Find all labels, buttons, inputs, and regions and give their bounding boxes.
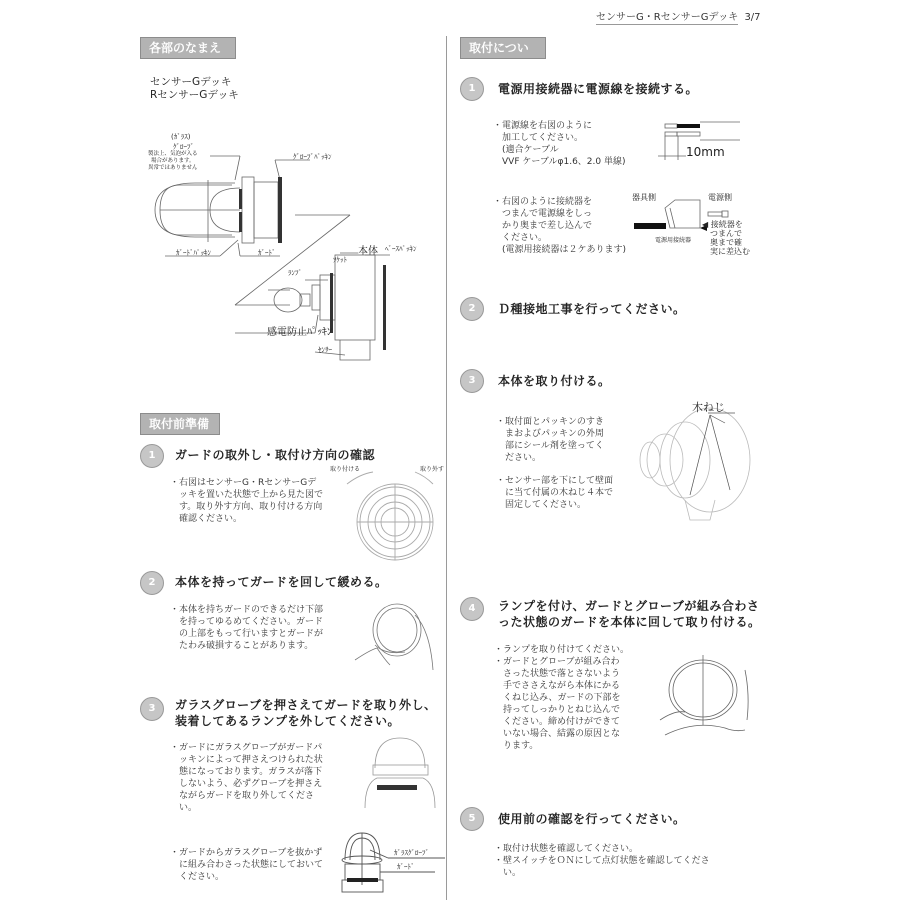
connector-figure	[630, 188, 770, 268]
label-guard: ｶﾞｰﾄﾞ	[397, 863, 415, 871]
step-title: Ｄ種接地工事を行ってください。	[498, 302, 686, 316]
step-badge: 2	[140, 571, 164, 595]
label-sensor: ｾﾝｻｰ	[318, 346, 332, 354]
step-badge: 3	[140, 697, 164, 721]
label-body: 本体	[358, 246, 378, 257]
page-header	[596, 8, 761, 23]
guard-globe-drawing	[340, 830, 450, 895]
step-badge: 4	[460, 597, 484, 621]
section-label-install: 取付について	[460, 37, 546, 59]
attach-guard-figure	[655, 650, 755, 740]
guard-globe-assembly-figure	[340, 830, 450, 895]
step-badge: 5	[460, 807, 484, 831]
label-base-packing: ﾍﾞｰｽﾊﾟｯｷﾝ	[385, 245, 417, 253]
step-body: ・電源線を右図のように 加工してください。 (適合ケーブル VVF ケーブルφ1.6、2.0 単線)	[493, 121, 626, 167]
step-body-secondary: ・センサー部を下にして壁面 に当て付属の木ねじ４本で 固定してください。	[496, 476, 614, 510]
label-remove-direction: 取り外す	[420, 466, 445, 473]
label-guard: ｶﾞｰﾄﾞ	[258, 249, 276, 257]
step-body: ・右図はセンサーG・RセンサーGデ ッキを置いた状態で上から見た図で す。取り外す方向、取り付ける方向 確認ください。	[170, 478, 324, 524]
step-title: ガードの取外し・取付け方向の確認	[175, 448, 376, 462]
hands-guard-drawing	[655, 650, 755, 740]
product-name: RセンサーGデッキ	[150, 89, 239, 101]
step-badge: 1	[460, 77, 484, 101]
remove-guard-figure	[355, 733, 440, 813]
step-title: 使用前の確認を行ってください。	[498, 812, 686, 826]
label-power-connector: 電源用接続器	[655, 237, 692, 244]
product-name: センサーGデッキ	[150, 76, 232, 88]
step-badge: 2	[460, 297, 484, 321]
label-fixture-side: 器具側	[632, 193, 656, 202]
label-globe-packing: ｸﾞﾛｰﾌﾞﾊﾟｯｷﾝ	[293, 153, 332, 161]
strip-length-label: 10mm	[686, 145, 725, 159]
step-title: 電源用接続器に電源線を接続する。	[498, 82, 699, 96]
label-wood-screw: 木ねじ	[692, 401, 725, 414]
document-title: センサーG・RセンサーGデッキ	[596, 12, 739, 23]
label-shock-packing: 感電防止ﾊﾟｯｷﾝ	[267, 327, 332, 338]
loosen-guard-figure	[345, 600, 445, 680]
label-power-side: 電源側	[708, 193, 732, 202]
section-label-parts: 各部のなまえ	[140, 37, 236, 59]
label-globe: ｸﾞﾛｰﾌﾞ	[173, 143, 194, 151]
guard-top-view-drawing	[325, 462, 450, 567]
step-body: ・取付け状態を確認してください。 ・壁スイッチをＯＮにして点灯状態を確認してくださ い。	[494, 844, 710, 878]
mount-body-figure	[630, 395, 760, 530]
label-bubble-note: 製法上、気泡が入る 場合があります。 異常ではありません	[148, 151, 198, 171]
label-lamp: ﾗﾝﾌﾟ	[288, 269, 302, 277]
hand-guard-drawing	[345, 600, 445, 680]
step-body-secondary: ・ガードからガラスグローブを抜かず に組み合わさった状態にしておいて ください。	[170, 848, 324, 882]
label-glass: (ｶﾞﾗｽ)	[171, 133, 191, 141]
step-title: 本体を取り付ける。	[498, 374, 611, 388]
wire-strip-figure	[650, 118, 750, 168]
label-pinch-note: ◀ 接続器を つまんで 奥まで確 実に差込む	[702, 220, 750, 256]
step-title: ガラスグローブを押さえてガードを取り外し、 装着してあるランプを外してください。	[175, 698, 437, 728]
step-body: ・ランプを取り付けてください。 ・ガードとグローブが組み合わ さった状態で落とさないよう 手でささえながら本体にかる くねじ込み、ガードの下部を 持ってしっかりとねじ込んで ください。締め付けができて いない場合、結露の原因とな ります。	[494, 645, 630, 751]
step-body: ・ガードにガラスグローブがガードパ ッキンによって押さえつけられた状 態になっております。ガラスが落下 しないよう、必ずグローブを押さえ ながらガードを取り外してくださ い。	[170, 743, 323, 813]
label-glass-globe: ｶﾞﾗｽｸﾞﾛｰﾌﾞ	[394, 849, 429, 857]
guard-top-view-figure	[325, 462, 450, 567]
page-number: 3/7	[744, 12, 761, 23]
step-title: ランプを付け、ガードとグローブが組み合わさ った状態のガードを本体に回して取り付ける。	[498, 599, 761, 629]
label-attach-direction: 取り付ける	[330, 466, 361, 473]
label-guard-packing: ｶﾞｰﾄﾞﾊﾟｯｷﾝ	[176, 249, 211, 257]
product-names	[150, 76, 239, 102]
step-body: ・取付面とパッキンのすき まおよびパッキンの外周 部にシール剤を塗ってく ださい。	[496, 417, 604, 463]
step-badge: 3	[460, 369, 484, 393]
parts-diagram	[140, 125, 440, 370]
wire-strip-drawing	[650, 118, 750, 168]
section-label-prep: 取付前準備	[140, 413, 220, 435]
hand-globe-drawing	[355, 733, 440, 813]
mounted-body-drawing	[630, 395, 760, 530]
step-title: 本体を持ってガードを回して緩める。	[175, 575, 388, 589]
step-body-secondary: ・右図のように接続器を つまんで電源線をしっ かり奥まで差し込んで ください。 (電源用接続器は２ケあります)	[493, 197, 627, 255]
label-socket: ｿｹｯﾄ	[333, 256, 347, 264]
step-body: ・本体を持ちガードのできるだけ下部 を持ってゆるめてください。ガード の上部をもって行いますとガードが たわみ破損することがあります。	[170, 605, 324, 651]
step-badge: 1	[140, 444, 164, 468]
